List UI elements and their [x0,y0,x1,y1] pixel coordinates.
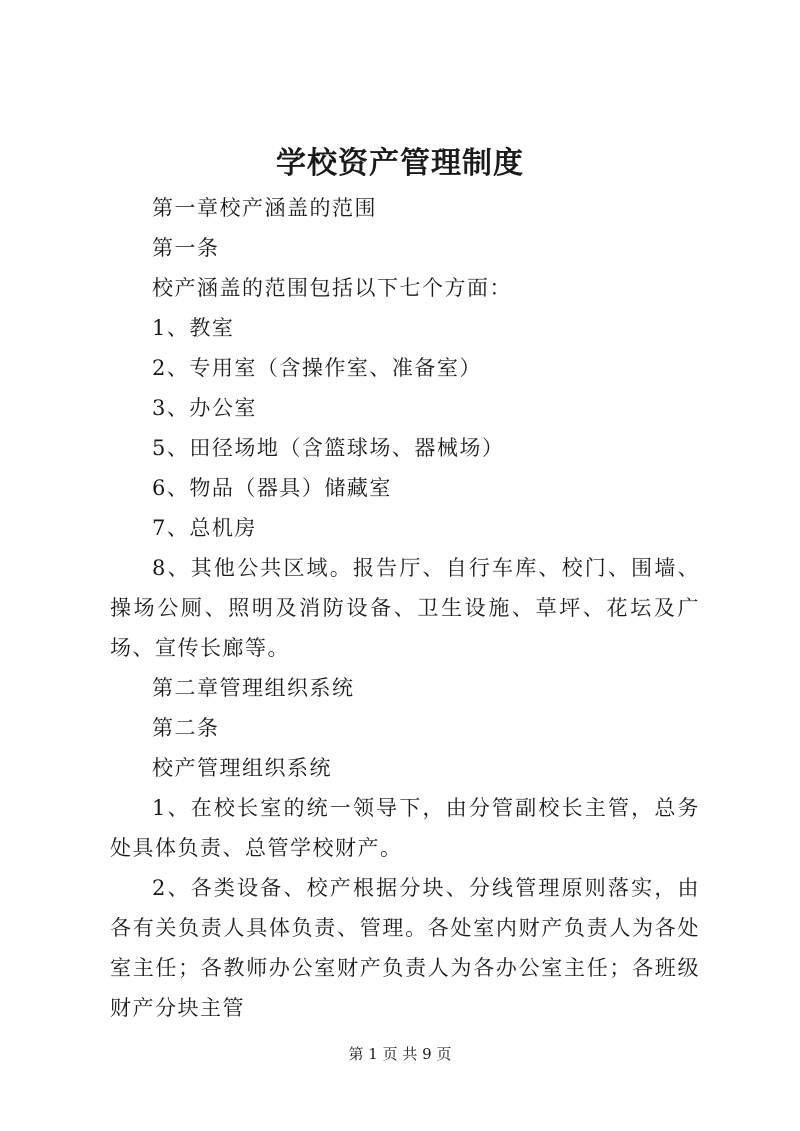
document-title: 学校资产管理制度 [276,146,524,181]
list-item: 3、办公室 [152,396,257,420]
list-item: 7、总机房 [152,516,257,540]
paragraph: 2、各类设备、校产根据分块、分线管理原则落实，由各有关负责人具体负责、管理。各处室内财产负责人为各处室主任；各教师办公室财产负责人为各办公室主任；各班级财产分块主管 [110,876,700,1020]
page-footer: 第 1 页 共 9 页 [348,1045,452,1063]
chapter-heading: 第二章管理组织系统 [152,676,355,700]
list-item: 8、其他公共区域。报告厅、自行车库、校门、围墙、操场公厕、照明及消防设备、卫生设施、草坪、花坛及广场、宣传长廊等。 [110,556,700,660]
list-item: 6、物品（器具）储藏室 [152,476,392,500]
list-item: 5、田径场地（含篮球场、器械场） [152,436,505,460]
article-heading: 第一条 [152,236,220,260]
list-item: 1、教室 [152,316,235,340]
paragraph: 校产管理组织系统 [152,756,332,780]
document-body [110,188,700,1028]
article-heading: 第二条 [152,716,220,740]
list-item: 2、专用室（含操作室、准备室） [152,356,482,380]
chapter-heading: 第一章校产涵盖的范围 [152,196,377,220]
paragraph: 1、在校长室的统一领导下，由分管副校长主管，总务处具体负责、总管学校财产。 [110,796,700,860]
paragraph: 校产涵盖的范围包括以下七个方面： [152,276,512,300]
